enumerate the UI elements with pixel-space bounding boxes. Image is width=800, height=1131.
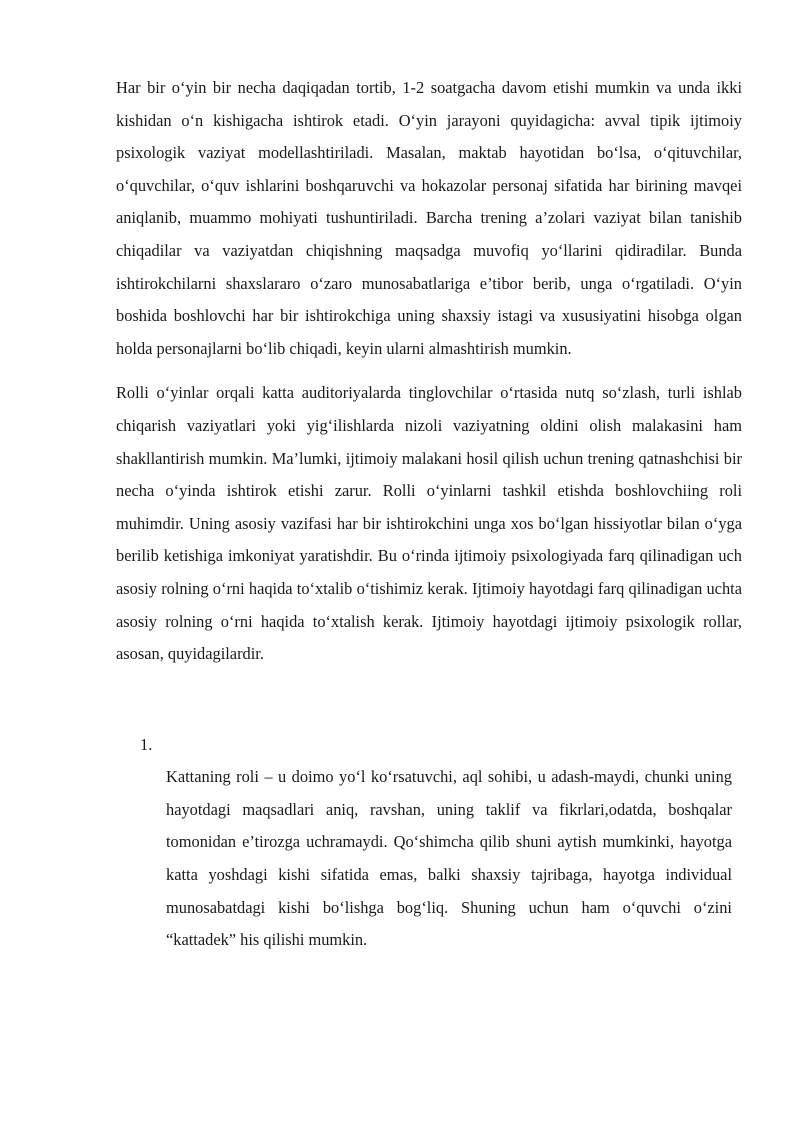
list-item xyxy=(140,729,742,957)
paragraph-2: Rolli o‘yinlar orqali katta auditoriyalarda tinglovchilar o‘rtasida nutq so‘zlash, turli ishlab chiqarish vaziyatlari yoki yig‘ilishlarda nizoli vaziyatning oldini olish malakasini ham shakllantirish mumkin. Ma’lumki, ijtimoiy malakani hosil qilish uchun trening qatnashchisi bir necha o‘yinda ishtirok etishi zarur. Rolli o‘yinlarni tashkil etishda boshlovchiing roli muhimdir. Uning asosiy vazifasi har bir ishtirokchini unga xos bo‘lgan hissiyotlar bilan o‘yga berilib ketishiga imkoniyat yaratishdir. Bu o‘rinda ijtimoiy psixologiyada farq qilinadigan uch asosiy rolning o‘rni haqida to‘xtalib o‘tishimiz kerak. Ijtimoiy hayotdagi farq qilinadigan uchta asosiy rolning o‘rni haqida to‘xtalish kerak. Ijtimoiy hayotdagi ijtimoiy psixologik rollar, asosan, quyidagilardir. xyxy=(116,383,742,664)
paragraph-1: Har bir o‘yin bir necha daqiqadan tortib, 1-2 soatgacha davom etishi mumkin va unda ikki kishidan o‘n kishigacha ishtirok etadi. O‘yin jarayoni quyidagicha: avval tipik ijtimoiy psixologik vaziyat modellashtiriladi. Masalan, maktab hayotidan bo‘lsa, o‘qituvchilar, o‘quvchilar, o‘quv ishlarini boshqaruvchi va hokazolar personaj sifatida har birining mavqei aniqlanib, muammo mohiyati tushuntiriladi. Barcha trening a’zolari vaziyat bilan tanishib chiqadilar va vaziyatdan chiqishning maqsadga muvofiq yo‘llarini qidiradilar. Bunda ishtirokchilarni shaxslararo o‘zaro munosabatlariga e’tibor berib, unga o‘rgatiladi. O‘yin boshida boshlovchi har bir ishtirokchiga uning shaxsiy istagi va xususiyatini hisobga olgan holda personajlarni bo‘lib chiqadi, keyin ularni almashtirish mumkin. xyxy=(116,78,742,358)
list-item-number: 1. xyxy=(140,734,153,754)
list-item-text: Kattaning roli – u doimo yo‘l ko‘rsatuvchi, aql sohibi, u adash-maydi, chunki uning hayotdagi maqsadlari aniq, ravshan, uning taklif va fikrlari,odatda, boshqalar tomonidan e’tirozga uchramaydi. Qo‘shimcha qilib shuni aytish mumkinki, hayotga katta yoshdagi kishi sifatida emas, balki shaxsiy tajribaga, hayotga individual munosabatdagi kishi bo‘lishga bog‘liq. Shuning uchun ham o‘quvchi o‘zini “kattadek” his qilishi mumkin. xyxy=(166,767,732,950)
numbered-list xyxy=(140,729,742,957)
document-page xyxy=(116,72,742,957)
